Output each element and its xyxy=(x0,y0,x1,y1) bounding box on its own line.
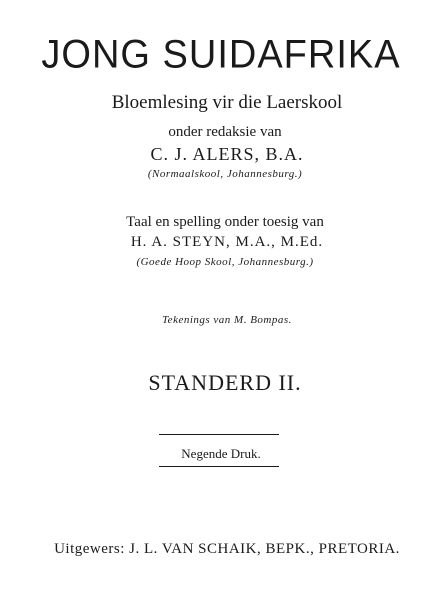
edition-label: Negende Druk. xyxy=(181,446,261,461)
book-title: JONG SUIDAFRIKA xyxy=(41,32,401,78)
edition-rule-bottom xyxy=(159,466,279,467)
reviewer-intro: Taal en spelling onder toesig van xyxy=(126,214,324,230)
book-subtitle: Bloemlesing vir die Laerskool xyxy=(111,92,343,113)
standard-heading: STANDERD II. xyxy=(148,370,302,395)
reviewer-affiliation: (Goede Hoop Skool, Johannesburg.) xyxy=(136,256,314,268)
editor-intro: onder redaksie van xyxy=(168,124,282,140)
publisher-imprint: Uitgewers: J. L. VAN SCHAIK, BEPK., PRETORIA. xyxy=(54,541,400,557)
editor-affiliation: (Normaalskool, Johannesburg.) xyxy=(147,168,303,180)
reviewer-name: H. A. STEYN, M.A., M.Ed. xyxy=(130,234,324,250)
edition-rule-top xyxy=(159,434,279,435)
editor-name: C. J. ALERS, B.A. xyxy=(150,144,304,164)
illustrations-credit: Tekenings van M. Bompas. xyxy=(162,314,292,326)
